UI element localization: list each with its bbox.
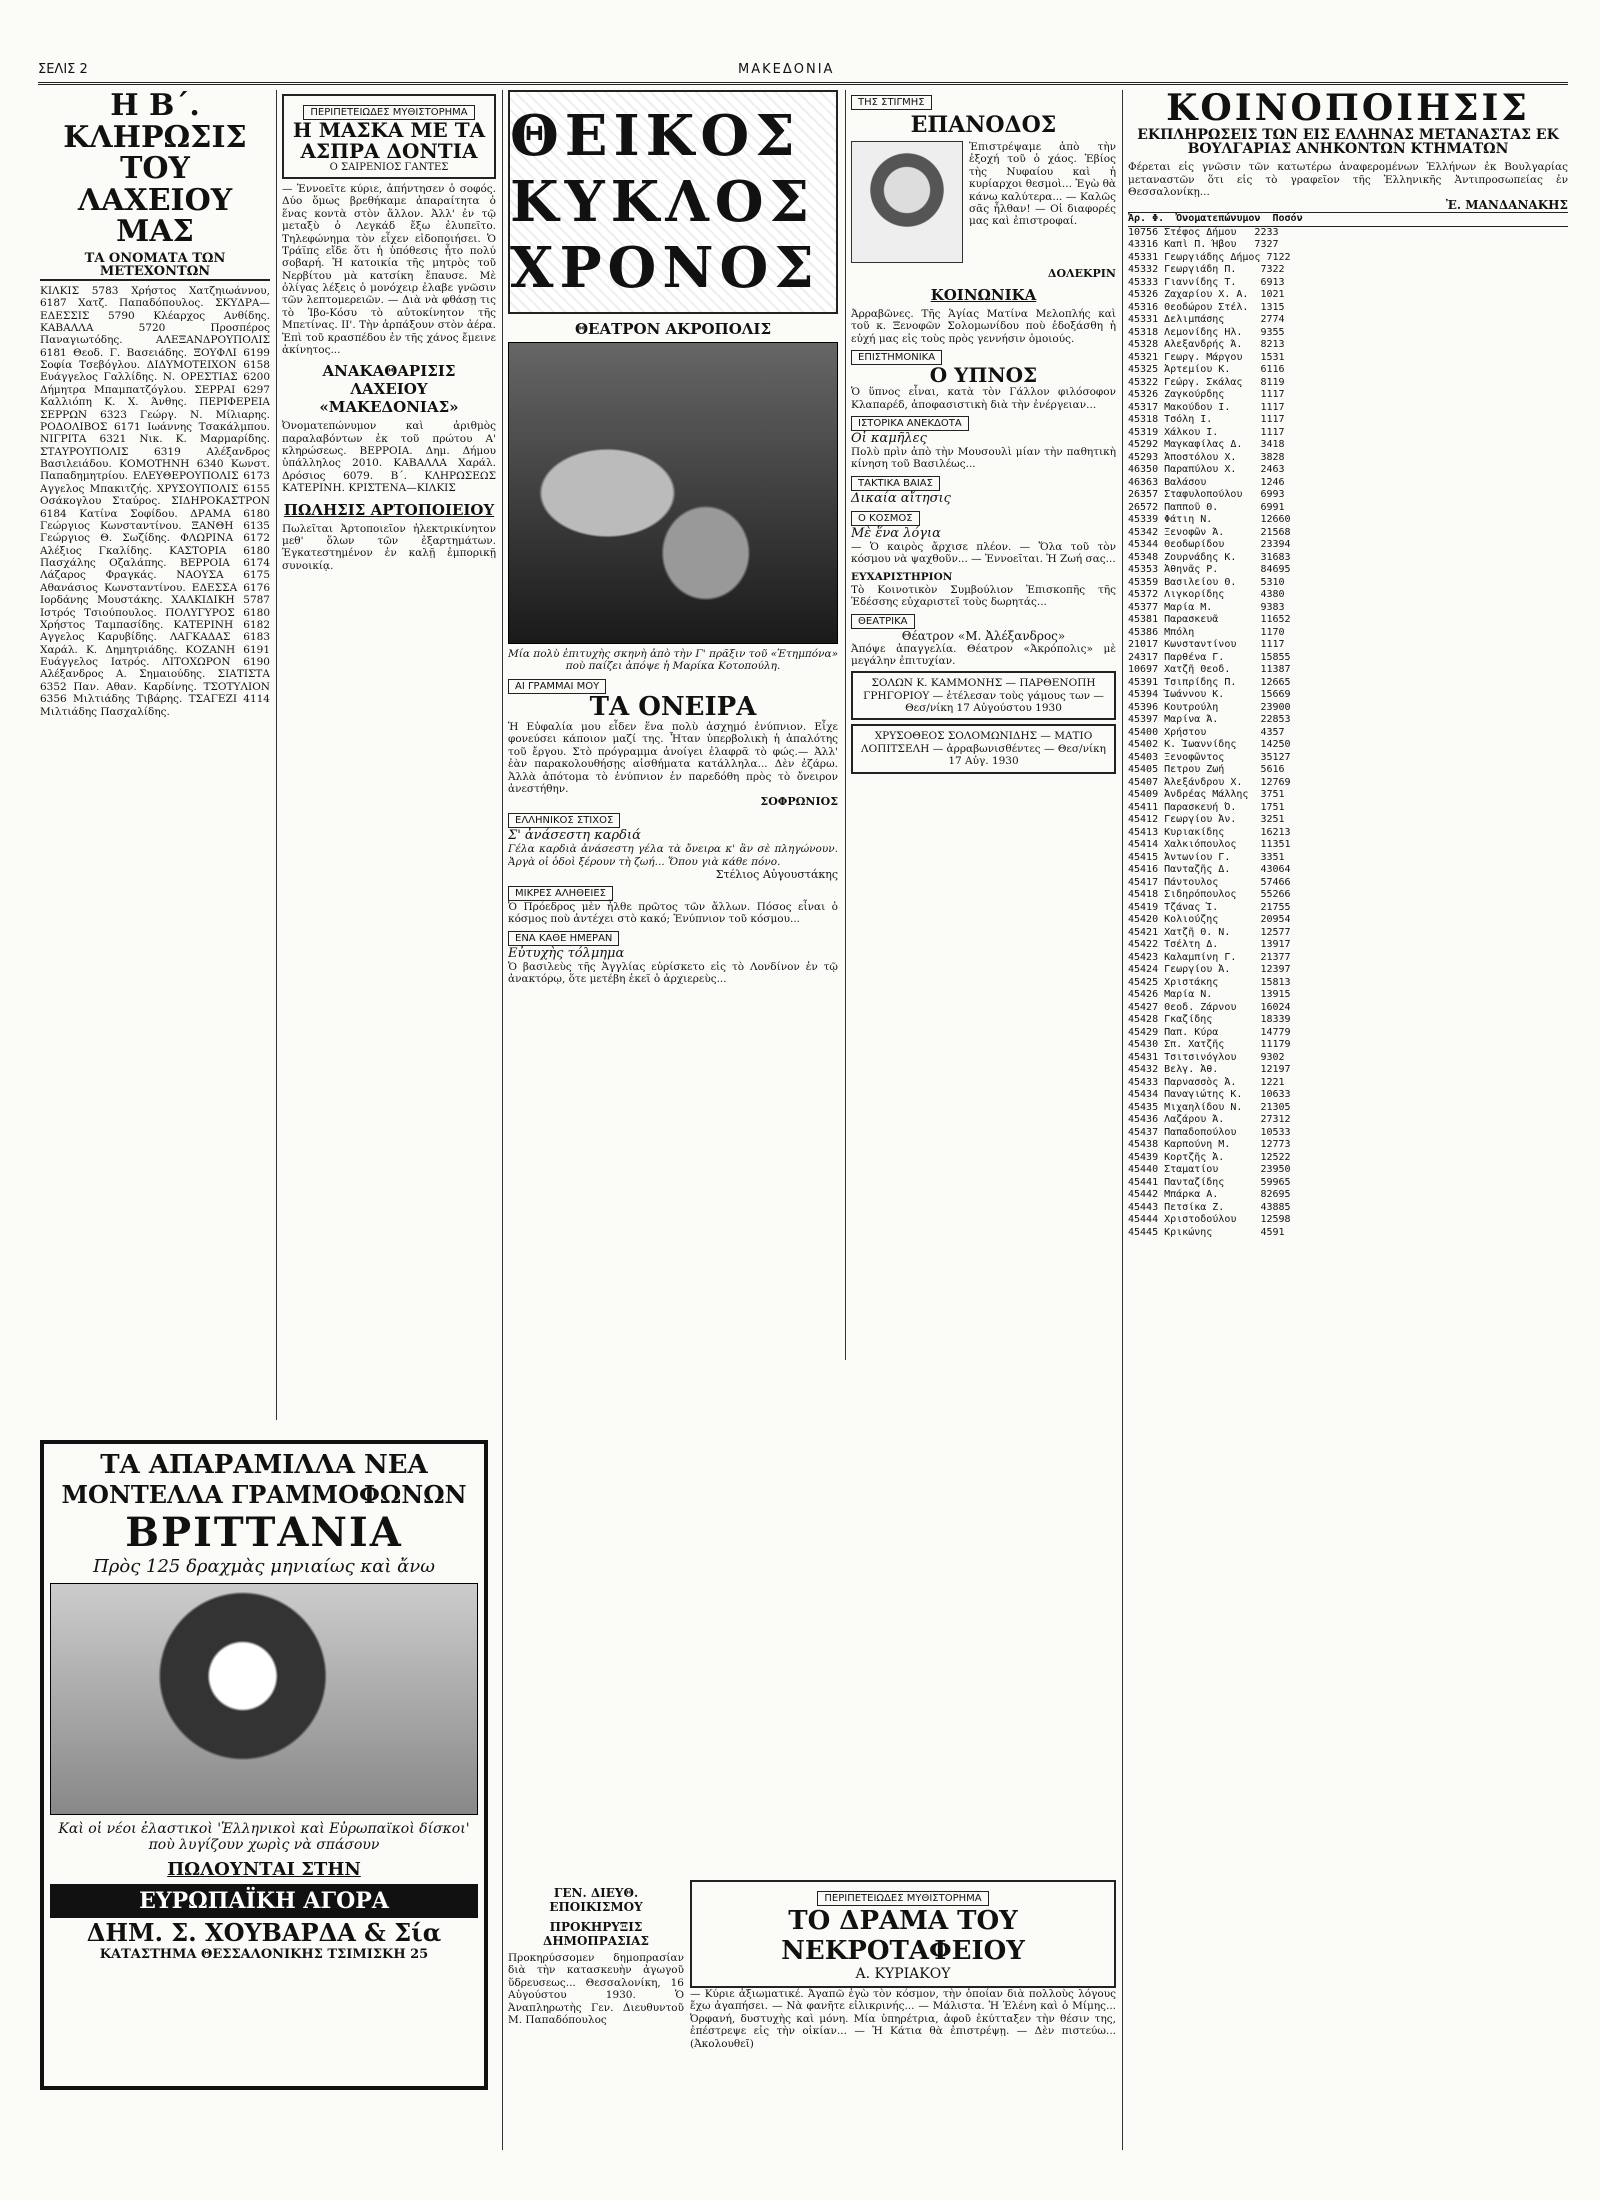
notification-list-row: 45316 Θεοδώρου Στέλ. 1315 xyxy=(1128,301,1285,313)
notification-list-row: 45326 Ζαχαρίου Χ. Α. 1021 xyxy=(1128,289,1285,301)
notification-list-row: 45409 Ἀνδρέας Μάλλης 3751 xyxy=(1128,789,1285,801)
auction-notice xyxy=(508,1880,684,2180)
request-title: Δικαία αἴτησις xyxy=(851,490,951,506)
ad-price: Πρὸς 125 δραχμὰς μηνιαίως καὶ ἄνω xyxy=(93,1556,435,1577)
notification-signature: Ἐ. ΜΑΝΔΑΝΑΚΗΣ xyxy=(1445,198,1568,213)
daily-title: Εὐτυχὴς τόλμημα xyxy=(508,945,625,961)
lottery-cleanup-title: ΑΝΑΚΑΘΑΡΙΣΙΣ ΛΑΧΕΙΟΥ «ΜΑΚΕΔΟΝΙΑΣ» xyxy=(319,362,459,417)
notification-list-row: 45394 Ἰωάννου Κ. 15669 xyxy=(1128,689,1291,701)
novel-body: — Ἐννοεῖτε κύριε, ἀπήντησεν ὁ σοφός. Δύο ὅμως βρεθήκαμε ἀπαραίτητα ὁ ἕνας κοντὰ στὸν ἄλλον. Ἀλλ' ἐν τῷ μεταξὺ ὁ Λεγκάδ ἔξω ἐλυπεῖτο. Τηλεφώνημα τὸν εἶχεν εἰδοποιήσει. Ὁ Τράϊπς εἴδε ὅτι ἡ ὑπόθεσις ἦτο πολύ σοβαρή. Ἡ κατοικία τῆς μητρὸς τοῦ Νερβίτου μὰ κατσίκη ἔπαυσε. Μὲ ὀλίγας λέξεις ὁ μονόχειρ ἐλαβε γνῶσιν τῶν λεπτομερειῶν. — Διὰ νὰ φθάσῃ τις τὸ Ἰβο-Κόσυ τὸ αὐτοκίνητον τῆς Μπετίνας. ΙΙ'. Τὴν ἁρπάξουν στὸν ἀέρα. Ἐπὶ τοῦ κρασπέδου ἐν τῆς χάνος ἔμεινε ἀκίνητος... xyxy=(282,183,496,356)
notification-list-row: 45413 Κυριακίδης 16213 xyxy=(1128,826,1291,838)
notification-list-row: 10756 Στέφος Δήμου 2233 xyxy=(1128,226,1279,238)
ad-shop-owner: ΔΗΜ. Σ. ΧΟΥΒΑΡΔΑ & Σία xyxy=(86,1918,442,1947)
notification-list-row: 45438 Καρπούνη Μ. 12773 xyxy=(1128,1139,1291,1151)
words-body: — Ὁ καιρὸς ἄρχισε πλέον. — Ὅλα τοῦ τὸν κόσμου νὰ ψαχθοῦν... — Ἐννοεῖται. Ἡ Ζωή σας... xyxy=(851,540,1116,566)
dreams-title: ΤΑ ΟΝΕΙΡΑ xyxy=(589,691,757,722)
ad-note: Καὶ οἱ νέοι ἐλαστικοὶ 'Ἑλληνικοὶ καὶ Εὐρωπαϊκοὶ δίσκοι' ποὺ λυγίζουν χωρὶς νὰ σπάσουν xyxy=(58,1821,470,1853)
notification-list-row: 45405 Πετρου Ζωή 5616 xyxy=(1128,764,1285,776)
notification-list-row: 45414 Χαλκιόπουλος 11351 xyxy=(1128,839,1291,851)
wedding-announcement: ΣΟΛΩΝ Κ. ΚΑΜΜΟΝΗΣ — ΠΑΡΘΕΝΟΠΗ ΓΡΗΓΟΡΙΟΥ — ἐτέλεσαν τοὺς γάμους των — Θεσ/νίκη 17 Αὐγούστου 1930 xyxy=(851,671,1116,720)
theatre-news-kicker: ΘΕΑΤΡΙΚΑ xyxy=(851,614,915,629)
notification-list-row: 45331 Δελιμπάσης 2774 xyxy=(1128,314,1285,326)
notification-list-row: 45411 Παρασκευή Ό. 1751 xyxy=(1128,801,1285,813)
novel-title: Η ΜΑΣΚΑ ΜΕ ΤΑ ΑΣΠΡΑ ΔΟΝΤΙΑ xyxy=(292,118,486,163)
dreams-signature: ΣΟΦΡΩΝΙΟΣ xyxy=(760,795,838,809)
notification-list-row: 45420 Κολιούζης 20954 xyxy=(1128,914,1291,926)
camels-title: Οἱ καμῆλες xyxy=(851,430,927,446)
daily-body: Ὁ βασιλεὺς τῆς Ἀγγλίας εὑρίσκετο εἰς τὸ Λονδίνον ἐν τῷ ἀνακτόρῳ, ὅτε μετέβη ἐκεῖ ὁ ἀρχιερεὺς... xyxy=(508,960,838,986)
social-body: Ἀρραβῶνες. Τῆς Ἁγίας Ματίνα Μελοπλής καὶ τοῦ κ. Ξενοφῶν Σολομωνίδου ποὺ ἐδοξάσθη ἡ εὐχή μας εἰς τοὺς πρὸς γεννήσιν ὁμοιούς. xyxy=(851,308,1116,345)
notification-list-row: 45418 Σιδηρόπουλος 55266 xyxy=(1128,889,1291,901)
serial-author: Α. ΚΥΡΙΑΚΟΥ xyxy=(855,1966,951,1982)
return-title: ΕΠΑΝΟΔΟΣ xyxy=(910,112,1057,138)
notification-list-row: 45407 Ἀλεξάνδρου Χ. 12769 xyxy=(1128,776,1291,788)
notification-list-row: 45434 Παναγιώτης Κ. 10633 xyxy=(1128,1089,1291,1101)
auction-authority: ΓΕΝ. ΔΙΕΥΘ. ΕΠΟΙΚΙΣΜΟΥ xyxy=(549,1886,643,1914)
page-number: ΣΕΛΙΣ 2 xyxy=(38,62,88,77)
world-kicker: Ο ΚΟΣΜΟΣ xyxy=(851,511,920,526)
notification-list-row: 45400 Χρήστου 4357 xyxy=(1128,726,1285,738)
notification-list-row: 46363 Βαλάσου 1246 xyxy=(1128,476,1285,488)
photo-caption: Μία πολὺ ἐπιτυχὴς σκηνὴ ἀπὸ τὴν Γ' πρᾶξιν τοῦ «Ἐτημπόνα» ποὺ παίζει ἀπόψε ἡ Μαρίκα Κοτοπούλη. xyxy=(508,648,838,673)
culture-masthead: ΘΕΙΚΟΣ ΚΥΚΛΟΣ ΧΡΟΝΟΣ xyxy=(508,90,838,314)
notification-list-row: 26357 Σταφυλοπούλου 6993 xyxy=(1128,489,1285,501)
sleep-title: Ο ΥΠΝΟΣ xyxy=(929,363,1038,388)
engagement-announcement: ΧΡΥΣΟΘΕΟΣ ΣΟΛΟΜΩΝΙΔΗΣ — ΜΑΤΙΟ ΛΟΠΙΤΣΕΛΗ — ἀρραβωνισθέντες — Θεσ/νίκη 17 Αὐγ. 1930 xyxy=(851,724,1116,773)
newspaper-name: ΜΑΚΕΔΟΝΙΑ xyxy=(738,62,835,77)
lottery-subtitle: ΤΑ ΟΝΟΜΑΤΑ ΤΩΝ ΜΕΤΕΧΟΝΤΩΝ xyxy=(40,252,270,281)
poem-title: Σ' ἀνάσεστη καρδιά xyxy=(508,828,641,844)
notification-list-row: 45435 Μιχαηλίδου Ν. 21305 xyxy=(1128,1101,1291,1113)
author-portrait xyxy=(851,141,963,263)
notification-list-row: 45344 Θεοδωρίδου 23394 xyxy=(1128,539,1291,551)
notification-list-row: 45386 Μπόλη 1170 xyxy=(1128,626,1285,638)
notification-list-row: 45436 Λαζάρου Ά. 27312 xyxy=(1128,1114,1291,1126)
notification-list-row: 45428 Γκαζίδης 18339 xyxy=(1128,1014,1291,1026)
notification-list-row: 45381 Παρασκευᾶ 11652 xyxy=(1128,614,1291,626)
poet-name: Στέλιος Αὐγουστάκης xyxy=(715,868,838,882)
bakery-sale-title: ΠΩΛΗΣΙΣ ΑΡΤΟΠΟΙΕΙΟΥ xyxy=(283,500,495,519)
notification-list-row: 45433 Παρνασσὸς Ἀ. 1221 xyxy=(1128,1076,1285,1088)
notification-list-row: 45402 Κ. Ἰωαννίδης 14250 xyxy=(1128,739,1291,751)
ad-headline-2: ΜΟΝΤΕΛΛΑ ΓΡΑΜΜΟΦΩΝΩΝ xyxy=(61,1480,467,1509)
notification-list-row: 45432 Βελγ. Ἀθ. 12197 xyxy=(1128,1064,1291,1076)
bakery-sale-body: Πωλεῖται Ἀρτοποιεῖον ἠλεκτρικίνητον μεθ' ὅλων τῶν ἐξαρτημάτων. Ἐγκατεστημένον ἐν καλῇ ἐμπορικῇ συνοικίᾳ. xyxy=(282,522,496,572)
notification-list-row: 45325 Ἀρτεμίου Κ. 6116 xyxy=(1128,364,1285,376)
notification-list xyxy=(1128,227,1568,1240)
page-header xyxy=(38,60,1568,85)
notification-list-row: 45339 Φάτιη Ν. 12660 xyxy=(1128,514,1291,526)
return-signature: ΔΟΛΕΚΡΙΝ xyxy=(1047,267,1116,281)
ad-address: ΚΑΤΑΣΤΗΜΑ ΘΕΣΣΑΛΟΝΙΚΗΣ ΤΣΙΜΙΣΚΗ 25 xyxy=(99,1947,429,1962)
notification-list-row: 45377 Μαρία Μ. 9383 xyxy=(1128,601,1285,613)
return-body: Ἐπιστρέψαμε ἀπὸ τὴν ἐξοχή τοῦ ὁ χάος. Ἐβίος τὴς Νυφαίου καὶ ἡ κυρίαρχοι θεσμοὶ... Ἐγὼ θὰ κάνω καλύτερα... — Καλῶς σᾶς ἦλθαν! — Οἱ διαφορές μας καὶ ἐπιστροφαί. xyxy=(969,141,1116,228)
notification-list-row: 45443 Πετσίκα Ζ. 43885 xyxy=(1128,1201,1291,1213)
social-title: ΚΟΙΝΩΝΙΚΑ xyxy=(930,286,1037,305)
notification-list-row: 45445 Κρικώνης 4591 xyxy=(1128,1226,1285,1238)
poem-text: Γέλα καρδιὰ ἀνάσεστη γέλα τὰ ὄνειρα κ' ἂν σὲ πληγώνουν. Ἀργὰ οἱ ὁδοὶ ξέρουν τὴ ζωή... Ὅπου γιὰ κάθε πόνο. xyxy=(508,843,838,868)
notification-title: ΚΟΙΝΟΠΟΙΗΣΙΣ xyxy=(1166,90,1530,129)
column-rule xyxy=(845,90,846,1360)
lottery-title-2: ΤΟΥ ΛΑΧΕΙΟΥ ΜΑΣ xyxy=(77,151,233,249)
notification-list-row: 46350 Παραπύλου Χ. 2463 xyxy=(1128,464,1285,476)
notification-list-row: 45359 Βασιλείου Θ. 5310 xyxy=(1128,576,1285,588)
thanks-body: Τὸ Κοινοτικὸν Συμβούλιον Ἐπισκοπῆς τῆς Ἐδέσσης εὐχαριστεῖ τοὺς δωρητάς... xyxy=(851,583,1116,609)
serial-title-box xyxy=(690,1880,1116,1988)
notification-list-row: 45439 Κορτζῆς Ἀ. 12522 xyxy=(1128,1151,1291,1163)
notification-list-row: 45430 Σπ. Χατζῆς 11179 xyxy=(1128,1039,1291,1051)
notification-list-row: 45427 Θεοδ. Ζάρνου 16024 xyxy=(1128,1001,1291,1013)
column-rule xyxy=(1122,90,1123,2150)
notification-list-row: 45441 Πανταζίδης 59965 xyxy=(1128,1176,1291,1188)
theatre-photo xyxy=(508,342,838,644)
notification-list-row: 45419 Τζάνας Ἰ. 21755 xyxy=(1128,901,1291,913)
notification-list-row: 45326 Ζαγκούρδης 1117 xyxy=(1128,389,1285,401)
notification-list-row: 45391 Τσιπρίδης Π. 12665 xyxy=(1128,676,1291,688)
notification-intro: Φέρεται εἰς γνῶσιν τῶν κατωτέρω ἀναφερομένων Ἑλλήνων ἐκ Βουλγαρίας μεταναστῶν ὅτι εἰς τὸ γραφεῖον τῆς Ἑλληνικῆς Ἀντιπροσωπείας ἐν Θεσσαλονίκῃ... xyxy=(1128,161,1568,198)
society-column xyxy=(851,90,1116,1360)
notification-list-row: 45437 Παπαδοπούλου 10533 xyxy=(1128,1126,1291,1138)
lottery-results-column xyxy=(40,90,270,1420)
sleep-body: Ὁ ὕπνος εἶναι, κατὰ τὸν Γάλλον φιλόσοφον Κλαπαρέδ, ἀποφασιστικὴ διὰ τὴν ἐνέργειαν... xyxy=(851,386,1116,411)
gramophone-illustration xyxy=(50,1583,478,1815)
notification-list-row: 45319 Χάλκου Ι. 1117 xyxy=(1128,426,1285,438)
notification-list-row: 45333 Γιαννίδης Τ. 6913 xyxy=(1128,276,1285,288)
notification-list-row: 45431 Τσιτσινόγλου 9302 xyxy=(1128,1051,1285,1063)
truths-kicker: ΜΙΚΡΕΣ ΑΛΗΘΕΙΕΣ xyxy=(508,886,613,901)
thanks-kicker: ΕΥΧΑΡΙΣΤΗΡΙΟΝ xyxy=(851,571,953,584)
theatre-news-title: Θέατρον «Μ. Ἀλέξανδρος» xyxy=(901,628,1066,643)
notification-list-row: 45403 Ξενοφῶντος 35127 xyxy=(1128,751,1291,763)
ad-brand: ΒΡΙΤΤΑΝΙΑ xyxy=(125,1509,403,1556)
science-kicker: ΕΠΙΣΤΗΜΟΝΙΚΑ xyxy=(851,350,942,365)
notification-list-row: 45426 Μαρία Ν. 13915 xyxy=(1128,989,1291,1001)
novel-author: Ο ΣΑΙΡΕΝΙΟΣ ΓΑΝΤΕΣ xyxy=(329,162,449,173)
notification-subtitle: ΕΚΠΛΗΡΩΣΕΙΣ ΤΩΝ ΕΙΣ ΕΛΛΗΝΑΣ ΜΕΤΑΝΑΣΤΑΣ ΕΚ ΒΟΥΛΓΑΡΙΑΣ ΑΝΗΚΟΝΤΩΝ ΚΤΗΜΑΤΩΝ xyxy=(1137,126,1559,158)
words-title: Μὲ ἕνα λόγια xyxy=(851,525,941,541)
serial-title: ΤΟ ΔΡΑΜΑ ΤΟΥ ΝΕΚΡΟΤΑΦΕΙΟΥ xyxy=(781,1906,1025,1966)
notification-list-row: 45331 Γεωργιάδης Δήμος 7122 xyxy=(1128,251,1291,263)
notification-list-row: 45348 Ζουρνάδης Κ. 31683 xyxy=(1128,551,1291,563)
notification-list-row: 45412 Γεωργίου Ἀν. 3251 xyxy=(1128,814,1285,826)
notification-list-row: 45321 Γεωργ. Μάργου 1531 xyxy=(1128,351,1285,363)
notification-list-row: 45442 Μπάρκα Α. 82695 xyxy=(1128,1189,1291,1201)
culture-column xyxy=(508,90,838,1360)
serial-body: — Κύριε ἀξιωματικέ. Ἀγαπῶ ἐγὼ τὸν κόσμον, τὴν ὁποίαν διὰ πολλοὺς λόγους ἔχω ἀγαπήσει. — Νὰ φανῆτε εἰλικρινής... — Μάλιστα. Ἡ Ἑλένη καὶ ὁ Μίμης... Ὀρφανή, δυστυχὴς καὶ μόνη. Μία ὑπηρέτρια, ἀφοῦ ἐκύτταξεν τὴν θέσιν της, ἐπέστρεψε εἰς τὴν οἰκίαν... — Ἡ Κάτια θὰ ἐπιστρέψῃ. — Δὲν πιστεύω... (Ἀκολουθεῖ) xyxy=(690,1988,1116,2050)
notification-list-row: 43316 Καπὶ Π. Ήβου 7327 xyxy=(1128,239,1279,251)
column-rule xyxy=(502,90,503,2150)
notification-list-row: 45425 Χριστάκης 15813 xyxy=(1128,976,1291,988)
notification-list-row: 21017 Κωνσταντίνου 1117 xyxy=(1128,639,1285,651)
column-rule xyxy=(276,90,277,1420)
theatre-title: ΘΕΑΤΡΟΝ ΑΚΡΟΠΟΛΙΣ xyxy=(574,320,772,338)
notification-list-row: 10697 Χατζῆ Θεοδ. 11387 xyxy=(1128,664,1291,676)
notification-list-row: 45332 Γεωργιάδη Π. 7322 xyxy=(1128,264,1285,276)
notification-list-row: 45440 Σταματίου 23950 xyxy=(1128,1164,1291,1176)
novel-kicker: ΠΕΡΙΠΕΤΕΙΩΔΕΣ ΜΥΘΙΣΤΟΡΗΜΑ xyxy=(303,105,474,120)
notification-list-row: 45422 Τσέλτη Δ. 13917 xyxy=(1128,939,1291,951)
cemetery-serial xyxy=(690,1880,1116,2180)
notification-list-row: 45318 Λεμονίδης Ηλ. 9355 xyxy=(1128,326,1285,338)
anecdote-kicker: ΙΣΤΟΡΙΚΑ ΑΝΕΚΔΟΤΑ xyxy=(851,416,969,431)
novel-box xyxy=(282,94,496,179)
ad-sold-at: ΠΩΛΟΥΝΤΑΙ ΣΤΗΝ xyxy=(167,1859,361,1880)
lottery-title: Η Β΄. ΚΛΗΡΩΣΙΣ xyxy=(63,90,247,155)
notification-list-row: 45342 Ξενοφῶν Ά. 21568 xyxy=(1128,526,1291,538)
serial-novel-column xyxy=(282,90,496,1420)
serial-kicker: ΠΕΡΙΠΕΤΕΙΩΔΕΣ ΜΥΘΙΣΤΟΡΗΜΑ xyxy=(817,1891,988,1906)
ad-headline: ΤΑ ΑΠΑΡΑΜΙΛΛΑ ΝΕΑ xyxy=(100,1450,428,1480)
notification-list-row: 45322 Γεώργ. Σκάλας 8119 xyxy=(1128,376,1285,388)
brittania-advertisement xyxy=(40,1440,488,2090)
theatre-news-body: Ἀπόψε ἀπαγγελία. Θέατρον «Ἀκρόπολις» μὲ μεγάλην ἐπιτυχίαν. xyxy=(851,642,1116,667)
notification-list-row: 45417 Πάντουλος 57466 xyxy=(1128,876,1291,888)
notification-list-row: 45416 Πανταζῆς Δ. 43064 xyxy=(1128,864,1291,876)
notification-list-row: 45396 Κουτρούλη 23900 xyxy=(1128,701,1291,713)
auction-title: ΠΡΟΚΗΡΥΞΙΣ ΔΗΜΟΠΡΑΣΙΑΣ xyxy=(543,1920,649,1948)
lottery-body: ΚΙΛΚΙΣ 5783 Χρήστος Χατζηιωάννου, 6187 Χατζ. Παπαδόπουλος. ΣΚΥΔΡΑ—ΕΔΕΣΣΙΣ 5790 Κλέαρχος Ανθίδης. ΚΑΒΑΛΛΑ 5720 Προσπέρος Παναγιωτόδης. ΑΛΕΞΑΝΔΡΟΥΠΟΛΙΣ 6181 Θεοδ. Γ. Βασειάδης. ΞΟΥΦΛΙ 6199 Σοφία Τσεβόγλου. ΔΙΔΥΜΟΤΕΙΧΟΝ 6158 Ευάγγελος Γαλλίδης. Ν. ΟΡΕΣΤΙΑΣ 6200 Δήμητρα Μπαμπατζόγλου. ΣΕΡΡΑΙ 6297 Καλλιόπη Κ. Χ. Άνθης. ΠΕΡΙΦΕΡΕΙΑ ΣΕΡΡΩΝ 6323 Γεώργ. Ν. Μίλιαρης. ΡΟΔΟΛΙΒΟΣ 6171 Ιωάννης Τσακάλμπου. ΝΙΓΡΙΤΑ 6321 Νικ. Κ. Μαρμαρίδης. ΣΤΑΥΡΟΥΠΟΛΙΣ 6319 Αλέξανδρος Βασιλειάδου. ΚΟΜΟΤΗΝΗ 6340 Κωνστ. Παπαδημητρίου. ΕΛΕΥΘΕΡΟΥΠΟΛΙΣ 6173 Αγγελος Μπακιτζής. ΧΡΥΣΟΥΠΟΛΙΣ 6155 Οσάκογλου Σταύρος. ΣΙΔΗΡΟΚΑΣΤΡΟΝ 6184 Κατίνα Σοφίδου. ΔΡΑΜΑ 6180 Γεώργιος Κωνσταντίνου. ΞΑΝΘΗ 6135 Γεώργιος Θ. Σωζίδης. ΦΛΩΡΙΝΑ 6172 Αλέξιος Γκαλίδης. ΚΑΣΤΟΡΙΑ 6180 Πασχάλης Οζαλάπης. ΒΕΡΡΟΙΑ 6174 Λάζαρος Φραγκάς. ΝΑΟΥΣΑ 6175 Αθανάσιος Κωνσταντίνου. ΕΔΕΣΣΑ 6176 Ιορδάνης Μουστάκης. ΧΑΛΚΙΔΙΚΗ 5787 Ιστρός Τσιούπουλος. ΠΟΛΥΓΥΡΟΣ 6180 Χρήστος Ταμπασίδης. ΚΑΤΕΡΙΝΗ 6182 Αγγελος Καρυβίδης. ΛΑΓΚΑΔΑΣ 6183 Χαράλ. Κ. Δημητριάδης. ΚΟΖΑΝΗ 6191 Ευάγγελος Ιατρός. ΛΙΤΟΧΩΡΟΝ 6190 Αλέξανδρος Α. Σημαιούδης. ΣΙΑΤΙΣΤΑ 6352 Παν. Αθαν. Καρδίνης. ΤΣΟΤΥΛΙΟΝ 6356 Μιλτιάδης Τιβάρης. ΤΣΑΓΕΖΙ 4114 Μιλτιάδης Πασχαλίδης. xyxy=(40,284,270,718)
notification-list-row: 24317 Παρθένα Γ. 15855 xyxy=(1128,651,1291,663)
auction-body: Προκηρύσσομεν δημοπρασίαν διὰ τὴν κατασκευὴν ἀγωγοῦ ὕδρευσεως... Θεσσαλονίκη, 16 Αὐγούστου 1930. Ὁ Ἀναπληρωτὴς Γεν. Διευθυντοῦ Μ. Παπαδόπουλος xyxy=(508,1952,684,2026)
notification-list-row: 45415 Ἀντωνίου Γ. 3351 xyxy=(1128,851,1285,863)
notification-list-row: 45293 Ἀποστόλου Χ. 3828 xyxy=(1128,451,1285,463)
moment-kicker: ΤΗΣ ΣΤΙΓΜΗΣ xyxy=(851,95,932,110)
notification-list-row: 45429 Παπ. Κύρα 14779 xyxy=(1128,1026,1291,1038)
notification-list-row: 45423 Καλαμπίνη Γ. 21377 xyxy=(1128,951,1291,963)
notification-list-row: 45328 Αλεξανδρής Ά. 8213 xyxy=(1128,339,1285,351)
ad-shop-name: ΕΥΡΩΠΑΪΚΗ ΑΓΟΡΑ xyxy=(50,1884,478,1918)
notification-list-row: 45424 Γεωργίου Ἀ. 12397 xyxy=(1128,964,1291,976)
notification-list-row: 45318 Τσόλη Ι. 1117 xyxy=(1128,414,1285,426)
notification-list-row: 45317 Μακούδου Ι. 1117 xyxy=(1128,401,1285,413)
notification-column xyxy=(1128,90,1568,2150)
notification-list-row: 45397 Μαρίνα Ά. 22853 xyxy=(1128,714,1291,726)
notification-table-header: Ἀρ. Φ. Ὀνοματεπώνυμον Ποσόν xyxy=(1128,212,1568,227)
notification-list-row: 26572 Παπποῦ Θ. 6991 xyxy=(1128,501,1285,513)
request-kicker: ΤΑΚΤΙΚΑ ΒΑΙΑΣ xyxy=(851,476,940,491)
notification-list-row: 45444 Χριστοδούλου 12598 xyxy=(1128,1214,1291,1226)
daily-kicker: ΕΝΑ ΚΑΘΕ ΗΜΕΡΑΝ xyxy=(508,931,619,946)
verse-kicker: ΕΛΛΗΝΙΚΟΣ ΣΤΙΧΟΣ xyxy=(508,813,620,828)
column-kicker: ΑΙ ΓΡΑΜΜΑΙ ΜΟΥ xyxy=(508,679,606,694)
camels-body: Πολὺ πρὶν ἀπὸ τὴν Μουσουλὶ μίαν τὴν παθητικὴ κίνηση τοῦ Βασιλέως... xyxy=(851,445,1116,471)
notification-list-row: 45372 Λιγκορίδης 4380 xyxy=(1128,589,1285,601)
truths-body: Ὁ Πρόεδρος μὲν ἦλθε πρῶτος τῶν ἄλλων. Πόσος εἶναι ὁ κόσμος ποὺ ἀντέχει στὸ κακό; Ἐνύπνιον τοῦ κόσμου... xyxy=(508,901,838,926)
dreams-body: Ἡ Εὐφαλία μου εἶδεν ἕνα πολὺ ἀσχημό ἐνύπνιον. Εἶχε φονεύσει κάποιον μαζί της. Ἦταν ὑπερβολικὴ ἡ ἀπαλότης τοῦ ἔργου. Στὸ πρόγραμμα ἀνοίγει ἐλαφρᾶ τὸ φώς.— Ἀλλ' ἐὰν παρακολουθήσῃς αἰσθήματα κατάλληλα... Δὲν ἐζάρω. Ἀλλὰ ἀπότομα τὸ ἐνύπνιον ἐν παρεδόθη πρὸς τὸ ὄνειρον ἀνεστήθην. xyxy=(508,721,838,795)
notification-list-row: 45292 Μαγκαφίλας Δ. 3418 xyxy=(1128,439,1285,451)
notification-list-row: 45421 Χατζῆ Θ. Ν. 12577 xyxy=(1128,926,1291,938)
notification-list-row: 45353 Ἀθηνᾶς Ρ. 84695 xyxy=(1128,564,1291,576)
lottery-cleanup-body: Ὀνοματεπώνυμον καὶ ἀριθμὸς παραλαβόντων ἐκ τοῦ πρώτου Α' κληρώσεως. ΒΕΡΡΟΙΑ. Δημ. Δήμου ὑπάλληλος 2010. ΚΑΒΑΛΛΑ Χαράλ. Δρόσιος 6079. Β΄. ΚΛΗΡΩΣΕΩΣ ΚΑΤΕΡΙΝΗ. ΚΡΙΣΤΕΝΑ—ΚΙΛΚΙΣ xyxy=(282,420,496,495)
